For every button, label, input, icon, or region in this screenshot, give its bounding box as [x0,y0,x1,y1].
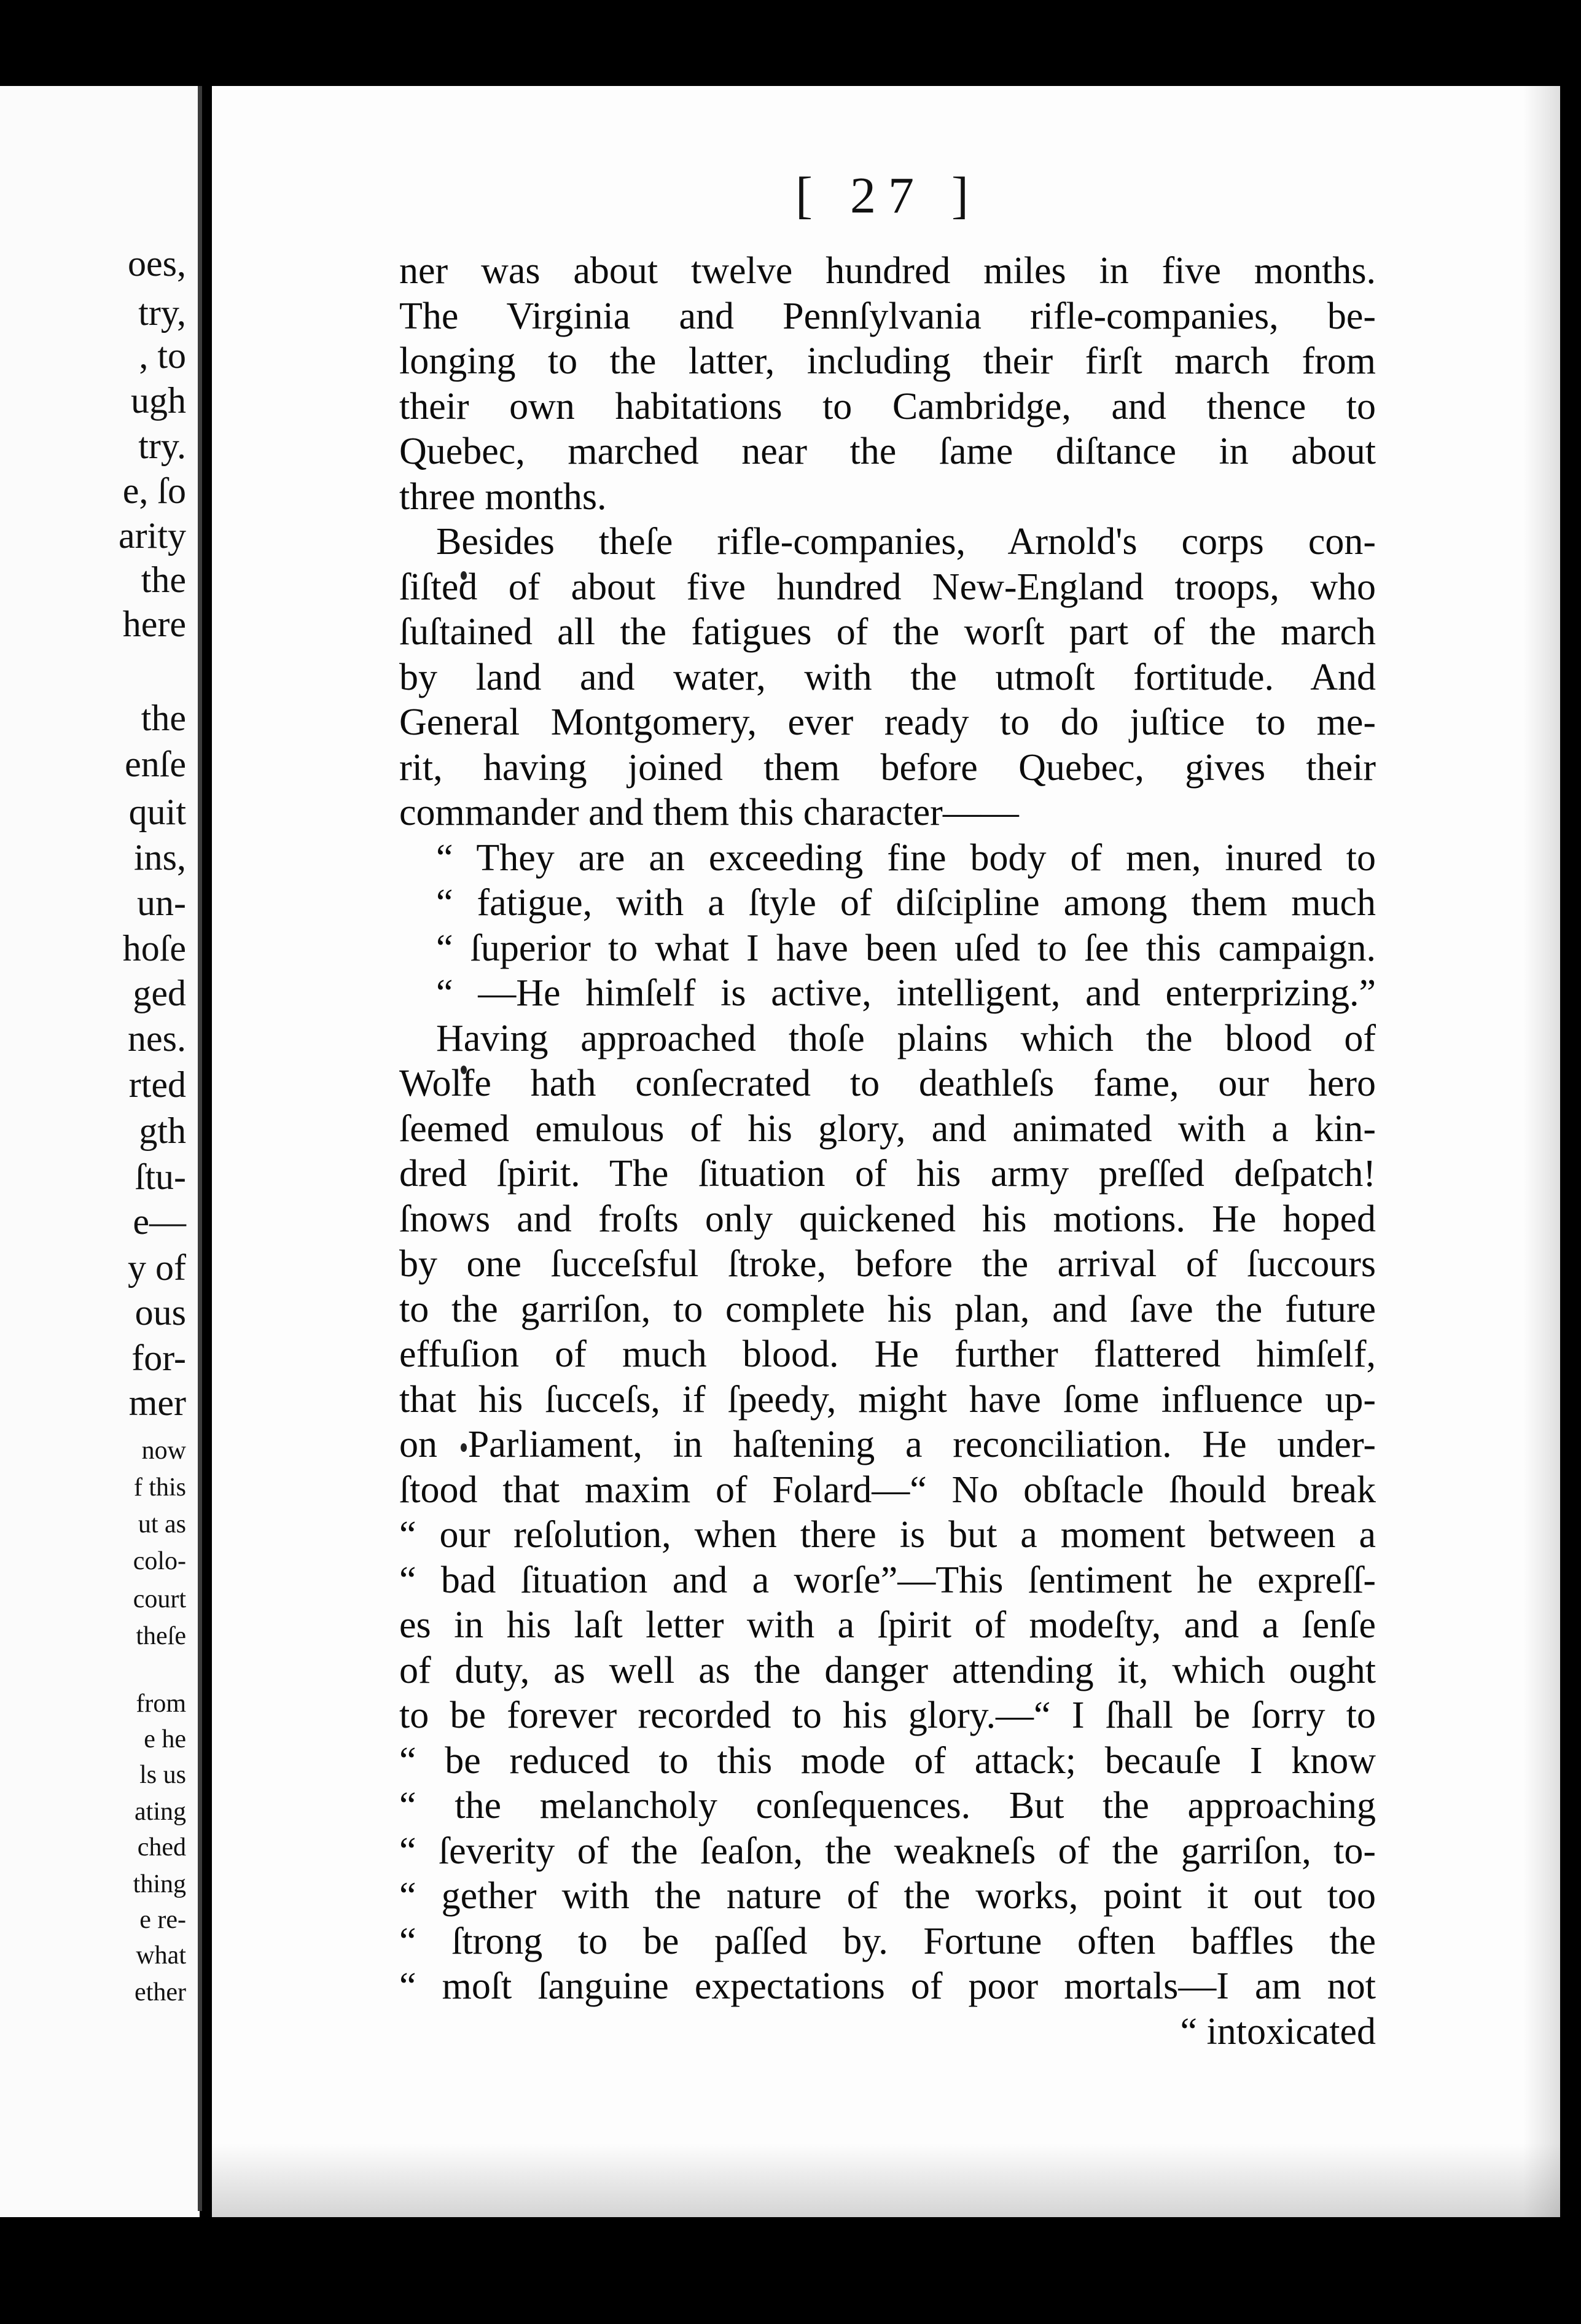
margin-text: rted [128,1064,186,1105]
text-line: of duty, as well as the danger attending it, which ought [399,1649,1376,1691]
margin-text: mer [128,1382,186,1423]
quote-line: “ fatigue, with a ſtyle of diſcipline among them much [436,882,1376,924]
margin-text: ched [137,1833,186,1862]
quote-line: “ the melancholy conſequences. But the approaching [399,1785,1376,1827]
quote-line: “ ſeverity of the ſeaſon, the weakneſs of the garriſon, to- [399,1830,1376,1872]
margin-text: ged [133,973,186,1013]
quote-line: “ moſt ſanguine expectations of poor mortals—I am not [399,1965,1376,2007]
text-line: The Virginia and Pennſylvania rifle-companies, be- [399,295,1376,337]
text-line: Having approached thoſe plains which the blood of [436,1017,1376,1059]
margin-text: colo- [133,1547,186,1575]
text-line: longing to the latter, including their firſt march from [399,340,1376,382]
text-line: Quebec, marched near the ſame diſtance in about [399,431,1376,472]
margin-text: theſe [136,1622,186,1650]
quote-line: “ ſtrong to be paſſed by. Fortune often baffles the [399,1920,1376,1962]
margin-text: ins, [133,837,186,878]
text-line: es in his laſt letter with a ſpirit of modeſty, and a ſenſe [399,1604,1376,1646]
margin-text: try, [138,292,186,333]
margin-text: e— [133,1201,186,1242]
text-line: to be forever recorded to his glory.—“ I ſhall be ſorry to [399,1694,1376,1736]
text-line: ſuſtained all the fatigues of the worſt part of the march [399,611,1376,653]
quote-line: “ bad ſituation and a worſe”—This ſentiment he expreſſ- [399,1559,1376,1601]
text-line: that his ſucceſs, if ſpeedy, might have ſome influence up- [399,1378,1376,1421]
text-line: ſtood that maxim of Folard—“ No obſtacle ſhould break [399,1468,1376,1511]
margin-text: the [141,698,186,738]
text-line: to the garriſon, to complete his plan, and ſave the future [399,1288,1376,1330]
margin-text: now [141,1437,186,1465]
margin-text: for- [131,1338,186,1378]
margin-text: un- [137,883,186,923]
margin-text: arity [119,515,186,556]
margin-text: the [141,560,186,600]
text-line: their own habitations to Cambridge, and thence to [399,385,1376,427]
text-line: effuſion of much blood. He further flattered himſelf, [399,1333,1376,1375]
text-line: General Montgomery, ever ready to do juſtice to me- [399,701,1376,743]
margin-text: ut as [138,1510,186,1538]
text-line: by one ſucceſsful ſtroke, before the arrival of ſuccours [399,1243,1376,1285]
text-line: Besides theſe rifle-companies, Arnold's corps con- [436,521,1376,563]
margin-text: f this [133,1473,186,1502]
margin-text: , to [139,335,186,376]
margin-text: ous [135,1292,186,1333]
text-line: ſnows and froſts only quickened his motions. He hoped [399,1198,1376,1240]
quote-line: “ be reduced to this mode of attack; becauſe I know [399,1739,1376,1782]
page-number: [ 27 ] [795,167,981,224]
catchword: “ intoxicated [1180,2010,1376,2053]
margin-text: quit [128,792,186,832]
margin-text: gth [139,1110,186,1151]
text-line: ſiſted of about five hundred New-England troops, who [399,566,1376,608]
margin-text: ls us [139,1761,186,1789]
margin-text: court [133,1585,186,1613]
margin-text: oes, [128,243,186,284]
text-line: dred ſpirit. The ſituation of his army preſſed deſpatch! [399,1153,1376,1195]
margin-text: e he [144,1725,186,1753]
book-page [212,86,1560,2217]
quote-line: “ our reſolution, when there is but a moment between a [399,1514,1376,1556]
margin-text: e re- [139,1906,186,1934]
facing-page-fragment [0,86,200,2217]
page-gutter [198,86,202,2211]
margin-text: enſe [125,744,186,784]
text-line: rit, having joined them before Quebec, gives their [399,746,1376,789]
margin-text: e, ſo [122,470,186,511]
margin-text: try. [138,426,186,466]
margin-text: nes. [128,1018,186,1059]
quote-line: “ —He himſelf is active, intelligent, and enterprizing.” [436,972,1376,1014]
text-line: commander and them this character—— [399,792,1019,833]
margin-text: thing [133,1870,186,1898]
quote-line: “ ſuperior to what I have been uſed to ſee this campaign. [436,927,1376,969]
text-line: ſeemed emulous of his glory, and animated with a kin- [399,1107,1376,1150]
quote-line: “ They are an exceeding fine body of men, inured to [436,836,1376,879]
margin-text: from [136,1690,186,1718]
page-body [399,249,1376,2054]
page-edge-shadow [1523,86,1560,2217]
text-line: three months. [399,475,607,518]
margin-text: y of [128,1247,186,1288]
margin-text: hoſe [122,928,186,969]
margin-text: ating [135,1798,186,1826]
margin-text: ſtu- [135,1156,186,1197]
margin-text: what [136,1941,186,1970]
margin-text: here [122,604,186,644]
text-line: by land and water, with the utmoſt fortitude. And [399,656,1376,698]
margin-text: ether [135,1978,186,2006]
margin-text: ugh [131,380,186,421]
text-line: ner was about twelve hundred miles in five months. [399,250,1376,292]
quote-line: “ gether with the nature of the works, point it out too [399,1875,1376,1917]
text-line: on Parliament, in haſtening a reconciliation. He under- [399,1424,1376,1465]
page-bottom-edge [212,2143,1560,2217]
text-line: Wolfe hath conſecrated to deathleſs fame, our hero [399,1063,1376,1104]
